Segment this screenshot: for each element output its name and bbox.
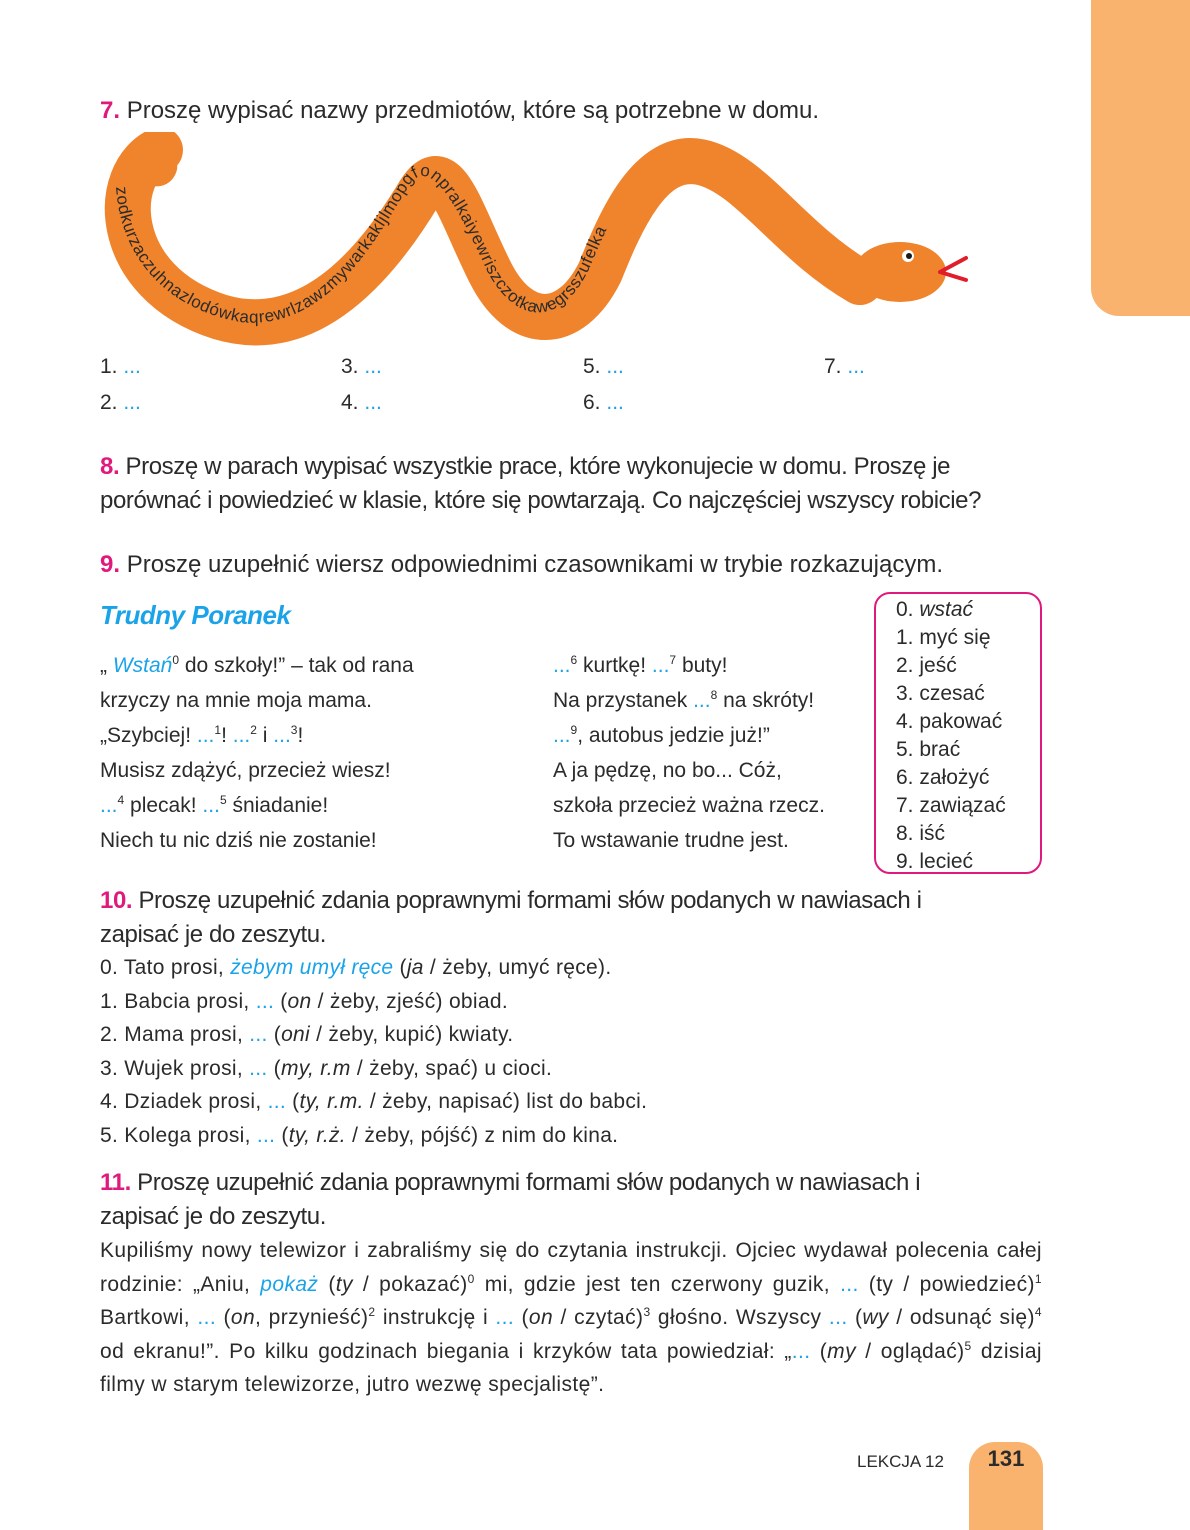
poem-column-right: ...$^6$ kurtkę! ...$^7$ buty! Na przystanek ...$^8$ na skróty! ...$^9$, autobus jedzie już!” A ja pędzę, no bo... Cóż, szkoła przecież ważna rzecz. To wstawanie trudne jest. <box>553 653 825 852</box>
answer-4[interactable]: 4. ... <box>341 391 382 414</box>
verb-item: 4. pakować <box>896 710 1003 733</box>
answer-7[interactable]: 7. ... <box>824 355 865 378</box>
verb-item: 2. jeść <box>896 654 957 677</box>
exercise-9-title <box>100 548 943 582</box>
exercise-11-text: Kupiliśmy nowy telewizor i zabraliśmy się do czytania instrukcji. Ojciec wydawał polecenia całej rodzinie: „Aniu, pokaż (ty / pokazać)$^0$ mi, gdzie jest ten czerwony guzik, ... (ty / powiedzieć)$^1$ Bartkowi, ... (on, przynieść)$^2$ instrukcję i ... (on / czytać)$^3$ głośno. Wszyscy ... (wy / odsunąć się)$^4$ od ekranu!”. Po kilku godzinach biegania i krzyków tata powiedział: „... (my / oglądać)$^5$ dzisiaj filmy w starym telewizorze, jutro wezwę specjalistę”. <box>100 1239 1043 1396</box>
verb-item: 9. lecieć <box>896 850 974 873</box>
exercise-number: 7. <box>100 97 121 124</box>
answer-5[interactable]: 5. ... <box>583 355 624 378</box>
verb-item: 7. zawiązać <box>896 794 1006 817</box>
verb-item: 6. założyć <box>896 766 990 789</box>
snake-illustration <box>100 132 980 352</box>
snake-body <box>128 150 860 322</box>
sentence-0: 0. Tato prosi, żebym umył ręce (ja / żeby, umyć ręce). <box>100 956 612 979</box>
side-tab <box>1091 0 1190 316</box>
verb-item: 3. czesać <box>896 682 985 705</box>
verb-item: 1. myć się <box>896 626 991 649</box>
exercise-10-sentences <box>100 951 647 1152</box>
verb-box <box>874 592 1042 874</box>
sentence-4: 4. Dziadek prosi, ... (ty, r.m. / żeby, napisać) list do babci. <box>100 1090 648 1113</box>
verb-item: 8. iść <box>896 822 946 845</box>
verb-item-0: 0. wstać <box>896 598 974 621</box>
exercise-8: 8. Proszę w parach wypisać wszystkie prace, które wykonujecie w domu. Proszę je porównać i powiedzieć w klasie, które się powtarzają. Co najczęściej wszyscy robicie? <box>100 453 982 514</box>
exercise-text: Proszę uzupełnić wiersz odpowiednimi czasownikami w trybie rozkazującym. <box>126 551 943 578</box>
lesson-label: LEKCJA 12 <box>857 1452 944 1471</box>
sentence-3: 3. Wujek prosi, ... (my, r.m / żeby, spać) u cioci. <box>100 1056 553 1080</box>
exercise-number: 9. <box>100 551 121 578</box>
snake-letters: zodkurzaczuhnazlodówkaqrewrlzawzmywarkakljlmopgfonpralkaiyewriszczotkawegrsszufelka <box>111 160 611 327</box>
exercise-10: 10. Proszę uzupełnić zdania poprawnymi formami słów podanych w nawiasach i zapisać je do zeszytu. <box>100 887 922 948</box>
page-number: 131 <box>987 1446 1025 1471</box>
answer-3[interactable]: 3. ... <box>341 355 382 378</box>
snake-head <box>854 242 946 302</box>
page-number-tab <box>969 1442 1043 1530</box>
poem-column-left: „ Wstań$^0$ do szkoły!” – tak od rana krzyczy na mnie moja mama. „Szybciej! ...$^1$! ...$^2$ i ...$^3$! Musisz zdążyć, przecież wiesz! ...$^4$ plecak! ...$^5$ śniadanie! Niech tu nic dziś nie zostanie! <box>100 653 414 852</box>
poem-title: Trudny Poranek <box>100 600 291 630</box>
answer-2[interactable]: 2. ... <box>100 391 141 414</box>
exercise-text: Proszę wypisać nazwy przedmiotów, które są potrzebne w domu. <box>126 97 819 124</box>
sentence-5: 5. Kolega prosi, ... (ty, r.ż. / żeby, pójść) z nim do kina. <box>100 1123 619 1147</box>
exercise-7-title <box>100 94 819 128</box>
exercise-11: 11. Proszę uzupełnić zdania poprawnymi formami słów podanych w nawiasach i zapisać je do zeszytu. <box>100 1169 921 1230</box>
sentence-1: 1. Babcia prosi, ... (on / żeby, zjeść) obiad. <box>100 989 508 1013</box>
answer-1[interactable]: 1. ... <box>100 355 141 378</box>
verb-item: 5. brać <box>896 738 961 761</box>
sentence-2: 2. Mama prosi, ... (oni / żeby, kupić) kwiaty. <box>100 1023 514 1046</box>
answer-6[interactable]: 6. ... <box>583 391 624 414</box>
